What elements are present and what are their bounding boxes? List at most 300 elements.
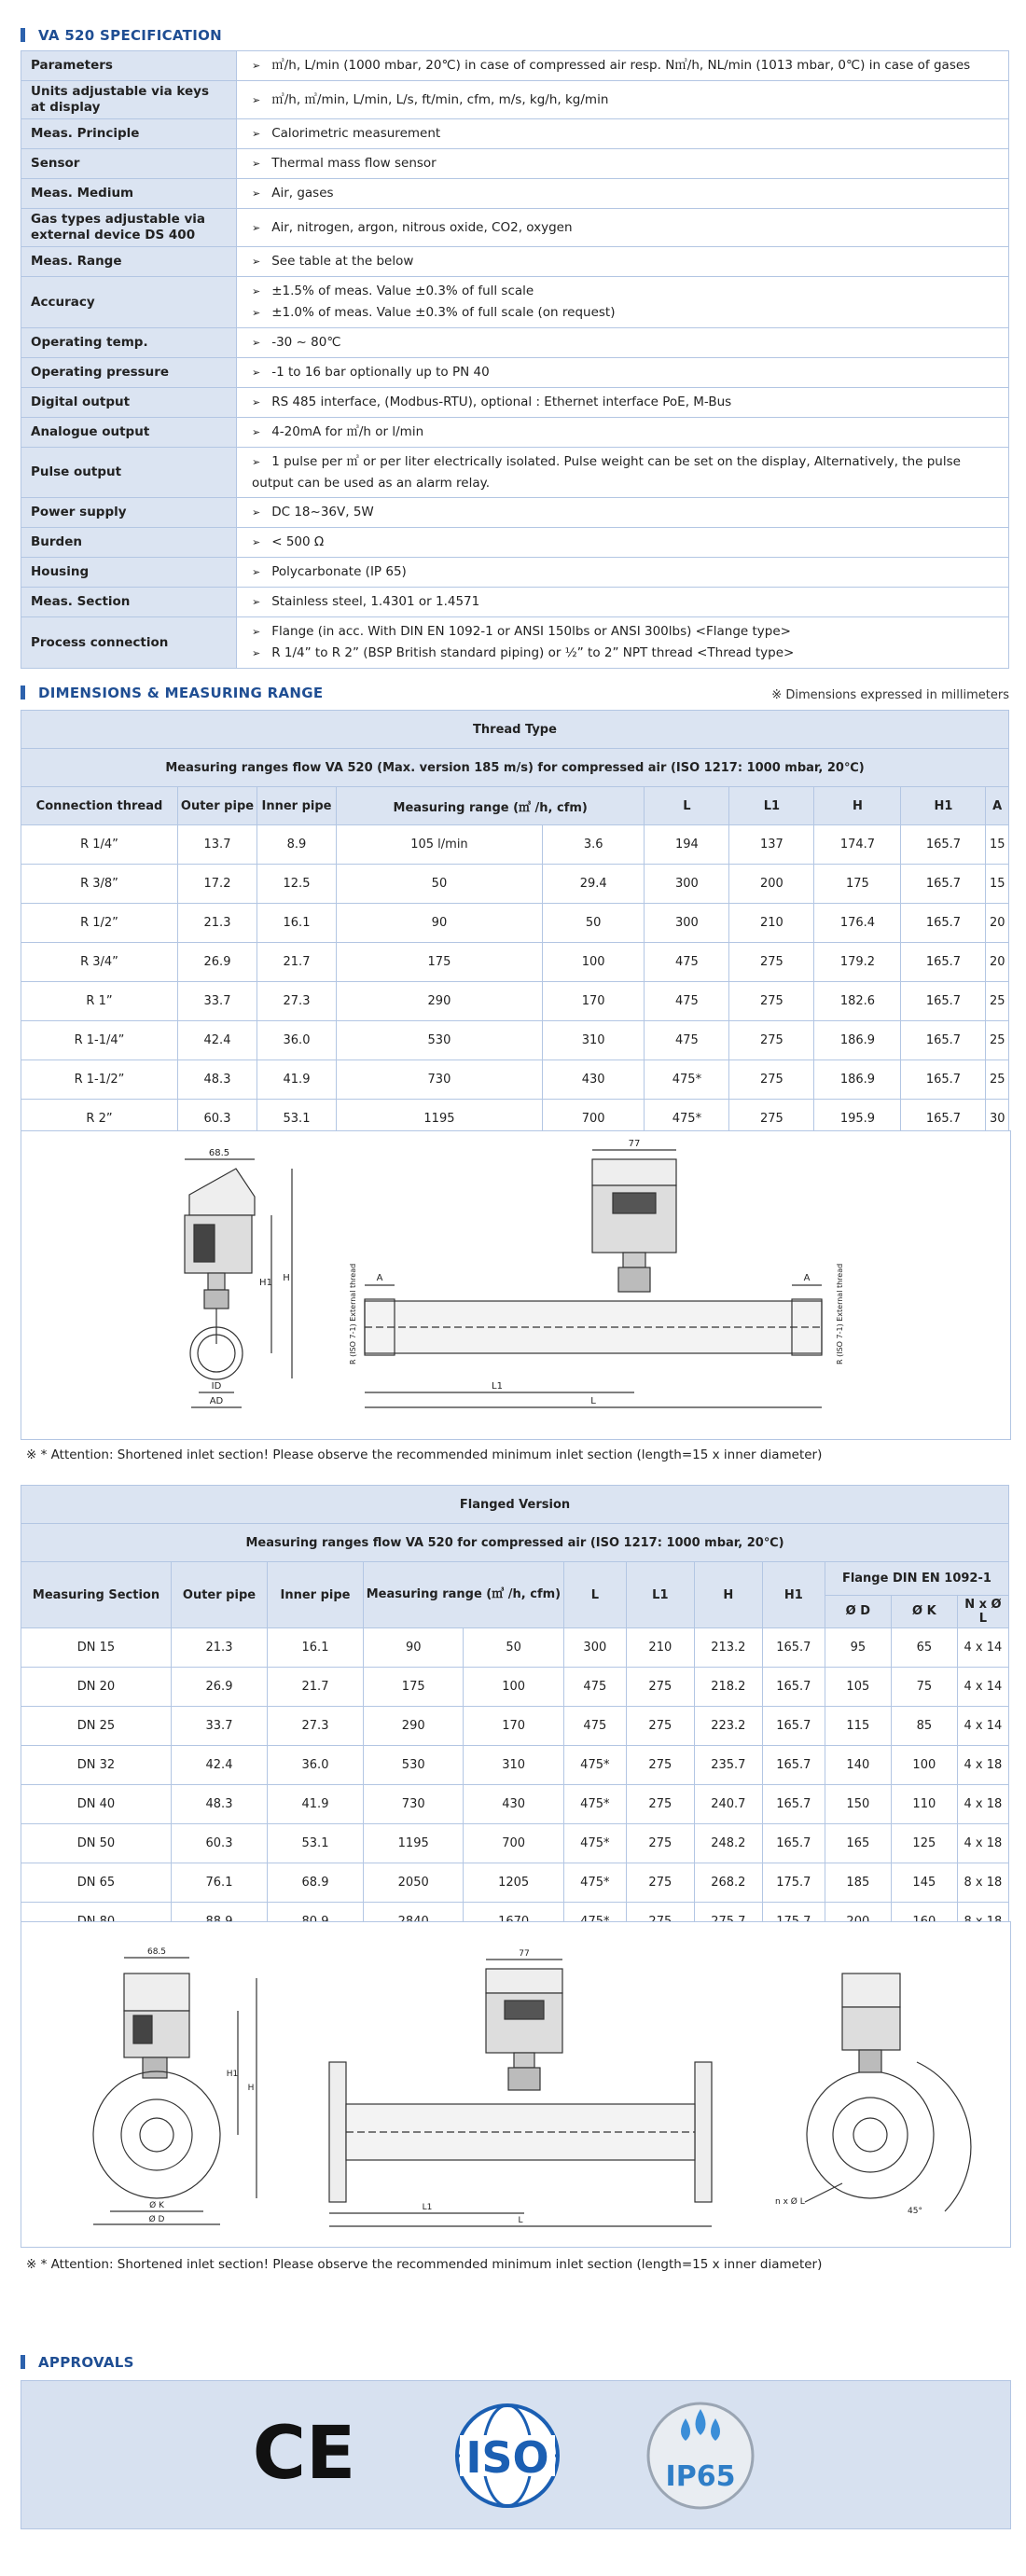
table-cell: 1195 xyxy=(337,1100,543,1139)
table-cell: 2050 xyxy=(364,1863,464,1903)
table-cell: 165.7 xyxy=(901,943,986,982)
table-cell: 275 xyxy=(626,1824,694,1863)
table-cell: 105 l/min xyxy=(337,825,543,865)
thread-note-left: R (ISO 7-1) External thread xyxy=(349,1263,357,1364)
table-cell: 248.2 xyxy=(694,1824,762,1863)
table-cell: 33.7 xyxy=(172,1707,268,1746)
fth-range: Measuring range (㎥ /h, cfm) xyxy=(364,1562,564,1628)
spec-value xyxy=(237,209,1009,247)
table-cell: 95 xyxy=(825,1628,891,1668)
table-cell: 475* xyxy=(563,1824,626,1863)
table-cell: DN 32 xyxy=(21,1746,172,1785)
table-cell: 3.6 xyxy=(542,825,645,865)
table-cell: 165.7 xyxy=(762,1707,825,1746)
table-cell: DN 65 xyxy=(21,1863,172,1903)
fdim-angle: 45° xyxy=(908,2207,922,2216)
spec-key: Gas types adjustable via external device DS 400 xyxy=(21,209,237,247)
table-row xyxy=(21,1628,1009,1668)
spec-row xyxy=(21,528,1009,558)
table-row xyxy=(21,1668,1009,1707)
table-cell: 530 xyxy=(364,1746,464,1785)
th-inner: Inner pipe xyxy=(257,787,337,825)
table-cell: 20 xyxy=(986,943,1009,982)
table-cell: 29.4 xyxy=(542,865,645,904)
table-cell: 16.1 xyxy=(257,904,337,943)
approvals-panel xyxy=(21,2380,1011,2529)
dim-id: ID xyxy=(211,1381,222,1392)
table-cell: 300 xyxy=(645,865,729,904)
spec-value-item: ➢ -30 ~ 80℃ xyxy=(252,332,997,353)
table-cell: 42.4 xyxy=(178,1021,257,1060)
table-cell: 475* xyxy=(563,1863,626,1903)
spec-value-item: ➢ Polycarbonate (IP 65) xyxy=(252,561,997,583)
table-row xyxy=(21,1746,1009,1785)
table-row xyxy=(21,1824,1009,1863)
table-cell: 41.9 xyxy=(257,1060,337,1100)
fth-h: H xyxy=(694,1562,762,1628)
table-cell: 75 xyxy=(891,1668,957,1707)
spec-value xyxy=(237,358,1009,388)
spec-value-item: ➢ DC 18~36V, 5W xyxy=(252,502,997,523)
spec-key: Meas. Medium xyxy=(21,179,237,209)
table-cell: 25 xyxy=(986,1060,1009,1100)
table-cell: 48.3 xyxy=(178,1060,257,1100)
spec-value-item: ➢ -1 to 16 bar optionally up to PN 40 xyxy=(252,362,997,383)
table-cell: 90 xyxy=(364,1628,464,1668)
table-row xyxy=(21,904,1009,943)
table-cell: 235.7 xyxy=(694,1746,762,1785)
table-cell: 17.2 xyxy=(178,865,257,904)
dim-77: 77 xyxy=(628,1139,641,1149)
spec-key: Pulse output xyxy=(21,448,237,498)
table-cell: 165.7 xyxy=(762,1668,825,1707)
table-cell: 475 xyxy=(645,982,729,1021)
table-cell: 175 xyxy=(337,943,543,982)
table-cell: 137 xyxy=(729,825,814,865)
spec-value xyxy=(237,51,1009,81)
spec-section-title: VA 520 SPECIFICATION xyxy=(21,27,222,44)
dim-h: H xyxy=(283,1273,290,1283)
table-cell: 430 xyxy=(542,1060,645,1100)
table-cell: 475 xyxy=(563,1668,626,1707)
table-cell: 475* xyxy=(645,1060,729,1100)
spec-value-item: ➢ ㎥/h, ㎥/min, L/min, L/s, ft/min, cfm, m/s, kg/h, kg/min xyxy=(252,90,997,111)
table-cell: 275 xyxy=(729,1100,814,1139)
table-cell: 194 xyxy=(645,825,729,865)
table-cell: 175 xyxy=(364,1668,464,1707)
spec-key: Operating temp. xyxy=(21,328,237,358)
fdim-68-5: 68.5 xyxy=(146,1947,167,1957)
table-cell: 27.3 xyxy=(257,982,337,1021)
dim-l1: L1 xyxy=(492,1381,503,1392)
fdim-k: Ø K xyxy=(149,2201,164,2210)
spec-value-item: ➢ ±1.0% of meas. Value ±0.3% of full scale (on request) xyxy=(252,302,997,324)
spec-key: Burden xyxy=(21,528,237,558)
table-cell: 165.7 xyxy=(901,825,986,865)
table-cell: 26.9 xyxy=(178,943,257,982)
table-cell: 165.7 xyxy=(901,1060,986,1100)
thread-attention: ※ * Attention: Shortened inlet section! Please observe the recommended minimum inlet section (length=15 x inner diameter) xyxy=(26,1447,823,1462)
table-cell: 15 xyxy=(986,825,1009,865)
table-cell: DN 40 xyxy=(21,1785,172,1824)
spec-value xyxy=(237,149,1009,179)
spec-value xyxy=(237,119,1009,149)
spec-value-item: ➢ 1 pulse per ㎥ or per liter electrically isolated. Pulse weight can be set on the display, Alternatively, the pulse output can be used as an alarm relay. xyxy=(252,451,997,493)
table-cell: 4 x 18 xyxy=(957,1785,1008,1824)
table-cell: 700 xyxy=(542,1100,645,1139)
table-cell: 25 xyxy=(986,982,1009,1021)
table-cell: 310 xyxy=(542,1021,645,1060)
table-cell: R 1-1/4” xyxy=(21,1021,178,1060)
table-cell: 60.3 xyxy=(178,1100,257,1139)
table-cell: 165.7 xyxy=(901,1100,986,1139)
table-cell: 475* xyxy=(563,1785,626,1824)
th-h1: H1 xyxy=(901,787,986,825)
table-cell: 21.7 xyxy=(268,1668,364,1707)
flange-table xyxy=(21,1485,1009,1942)
table-row xyxy=(21,1060,1009,1100)
spec-value-item: ➢ ㎥/h, L/min (1000 mbar, 20℃) in case of compressed air resp. N㎥/h, NL/min (1013 mbar, 0℃) in case of gases xyxy=(252,55,997,76)
spec-row xyxy=(21,149,1009,179)
table-cell: 176.4 xyxy=(814,904,901,943)
table-cell: 8.9 xyxy=(257,825,337,865)
table-cell: 21.3 xyxy=(172,1628,268,1668)
table-cell: DN 20 xyxy=(21,1668,172,1707)
table-cell: 48.3 xyxy=(172,1785,268,1824)
table-cell: 36.0 xyxy=(268,1746,364,1785)
table-cell: 50 xyxy=(464,1628,563,1668)
table-cell: 186.9 xyxy=(814,1060,901,1100)
thread-title: Thread Type xyxy=(21,711,1009,749)
dimensions-section-title: DIMENSIONS & MEASURING RANGE xyxy=(21,685,323,701)
spec-value-item: ➢ Air, nitrogen, argon, nitrous oxide, CO2, oxygen xyxy=(252,217,997,239)
table-cell: 165.7 xyxy=(901,982,986,1021)
spec-row xyxy=(21,277,1009,328)
table-cell: 475 xyxy=(563,1707,626,1746)
table-cell: 21.7 xyxy=(257,943,337,982)
th-range: Measuring range (㎥ /h, cfm) xyxy=(337,787,645,825)
spec-key: Analogue output xyxy=(21,418,237,448)
table-cell: 275 xyxy=(626,1863,694,1903)
table-cell: 300 xyxy=(563,1628,626,1668)
table-cell: 110 xyxy=(891,1785,957,1824)
table-cell: 165.7 xyxy=(901,865,986,904)
dim-a-right: A xyxy=(803,1273,811,1283)
fdim-77: 77 xyxy=(519,1949,530,1959)
table-cell: R 2” xyxy=(21,1100,178,1139)
spec-value xyxy=(237,81,1009,119)
spec-row xyxy=(21,358,1009,388)
table-cell: 145 xyxy=(891,1863,957,1903)
table-cell: 275 xyxy=(626,1785,694,1824)
spec-value-item: ➢ < 500 Ω xyxy=(252,532,997,553)
spec-value xyxy=(237,528,1009,558)
fth-outer: Outer pipe xyxy=(172,1562,268,1628)
thread-subtitle: Measuring ranges flow VA 520 (Max. version 185 m/s) for compressed air (ISO 1217: 1000 mbar, 20℃) xyxy=(21,749,1009,787)
th-l1: L1 xyxy=(729,787,814,825)
units-note: ※ Dimensions expressed in millimeters xyxy=(771,688,1009,702)
table-row xyxy=(21,1785,1009,1824)
spec-row xyxy=(21,209,1009,247)
table-cell: 290 xyxy=(337,982,543,1021)
table-cell: 275 xyxy=(729,1021,814,1060)
spec-value xyxy=(237,179,1009,209)
table-cell: 25 xyxy=(986,1021,1009,1060)
table-cell: 125 xyxy=(891,1824,957,1863)
table-cell: 100 xyxy=(891,1746,957,1785)
spec-value-item: ➢ Thermal mass flow sensor xyxy=(252,153,997,174)
dim-h1: H1 xyxy=(259,1278,272,1288)
svg-text:CE: CE xyxy=(252,2412,356,2496)
table-row xyxy=(21,865,1009,904)
table-cell: 165 xyxy=(825,1824,891,1863)
spec-value xyxy=(237,247,1009,277)
fth-nl: N x Ø L xyxy=(957,1595,1008,1628)
table-cell: 170 xyxy=(542,982,645,1021)
table-cell: 16.1 xyxy=(268,1628,364,1668)
spec-row xyxy=(21,119,1009,149)
table-cell: 21.3 xyxy=(178,904,257,943)
table-cell: 27.3 xyxy=(268,1707,364,1746)
table-cell: 730 xyxy=(364,1785,464,1824)
thread-table xyxy=(21,710,1009,1139)
fth-h1: H1 xyxy=(762,1562,825,1628)
svg-text:ISO: ISO xyxy=(465,2432,549,2483)
table-cell: 53.1 xyxy=(257,1100,337,1139)
spec-row xyxy=(21,498,1009,528)
table-cell: 275 xyxy=(626,1668,694,1707)
table-cell: R 1” xyxy=(21,982,178,1021)
table-cell: 213.2 xyxy=(694,1628,762,1668)
table-cell: 275 xyxy=(729,943,814,982)
table-cell: R 1/4” xyxy=(21,825,178,865)
spec-key: Meas. Range xyxy=(21,247,237,277)
table-row xyxy=(21,1863,1009,1903)
spec-row xyxy=(21,617,1009,669)
table-cell: 170 xyxy=(464,1707,563,1746)
thread-drawing xyxy=(21,1130,1011,1440)
table-row xyxy=(21,1707,1009,1746)
table-cell: 13.7 xyxy=(178,825,257,865)
table-row xyxy=(21,1021,1009,1060)
table-cell: 4 x 18 xyxy=(957,1824,1008,1863)
table-cell: 4 x 18 xyxy=(957,1746,1008,1785)
spec-key: Operating pressure xyxy=(21,358,237,388)
table-cell: DN 25 xyxy=(21,1707,172,1746)
table-cell: 100 xyxy=(464,1668,563,1707)
spec-key: Power supply xyxy=(21,498,237,528)
dim-ad: AD xyxy=(209,1396,224,1406)
spec-row xyxy=(21,448,1009,498)
table-cell: 290 xyxy=(364,1707,464,1746)
spec-row xyxy=(21,588,1009,617)
spec-key: Meas. Principle xyxy=(21,119,237,149)
table-cell: 115 xyxy=(825,1707,891,1746)
fth-od: Ø D xyxy=(825,1595,891,1628)
table-cell: 41.9 xyxy=(268,1785,364,1824)
ce-logo xyxy=(253,2412,356,2496)
thread-drawing-svg xyxy=(21,1131,1010,1439)
dim-68-5: 68.5 xyxy=(208,1148,230,1158)
fth-ok: Ø K xyxy=(891,1595,957,1628)
fth-section: Measuring Section xyxy=(21,1562,172,1628)
table-cell: 475 xyxy=(645,943,729,982)
table-cell: 85 xyxy=(891,1707,957,1746)
fth-flange: Flange DIN EN 1092-1 xyxy=(825,1562,1008,1596)
table-cell: 68.9 xyxy=(268,1863,364,1903)
table-row xyxy=(21,982,1009,1021)
table-cell: 50 xyxy=(542,904,645,943)
fth-inner: Inner pipe xyxy=(268,1562,364,1628)
fdim-h1: H1 xyxy=(226,2070,239,2079)
table-cell: 105 xyxy=(825,1668,891,1707)
spec-key: Sensor xyxy=(21,149,237,179)
table-cell: 186.9 xyxy=(814,1021,901,1060)
dim-l: L xyxy=(590,1396,596,1406)
spec-table xyxy=(21,50,1009,669)
th-h: H xyxy=(814,787,901,825)
table-cell: DN 50 xyxy=(21,1824,172,1863)
table-cell: 300 xyxy=(645,904,729,943)
table-cell: 730 xyxy=(337,1060,543,1100)
table-cell: 140 xyxy=(825,1746,891,1785)
spec-row xyxy=(21,558,1009,588)
table-cell: 275 xyxy=(729,982,814,1021)
table-cell: 50 xyxy=(337,865,543,904)
table-cell: 185 xyxy=(825,1863,891,1903)
table-cell: 20 xyxy=(986,904,1009,943)
table-cell: 240.7 xyxy=(694,1785,762,1824)
spec-row xyxy=(21,247,1009,277)
spec-value xyxy=(237,498,1009,528)
table-cell: 26.9 xyxy=(172,1668,268,1707)
spec-value xyxy=(237,418,1009,448)
spec-key: Meas. Section xyxy=(21,588,237,617)
table-cell: 42.4 xyxy=(172,1746,268,1785)
table-cell: 165.7 xyxy=(762,1824,825,1863)
th-l: L xyxy=(645,787,729,825)
table-cell: 4 x 14 xyxy=(957,1668,1008,1707)
spec-value-item: ➢ 4-20mA for ㎥/h or l/min xyxy=(252,422,997,443)
table-cell: 90 xyxy=(337,904,543,943)
spec-row xyxy=(21,51,1009,81)
spec-value-item: ➢ See table at the below xyxy=(252,251,997,272)
table-cell: 475* xyxy=(563,1746,626,1785)
fdim-d: Ø D xyxy=(148,2215,165,2224)
table-cell: 15 xyxy=(986,865,1009,904)
spec-row xyxy=(21,388,1009,418)
fdim-l1: L1 xyxy=(422,2203,433,2212)
table-cell: 100 xyxy=(542,943,645,982)
table-cell: 475* xyxy=(645,1100,729,1139)
table-cell: 700 xyxy=(464,1824,563,1863)
table-row xyxy=(21,825,1009,865)
table-cell: 223.2 xyxy=(694,1707,762,1746)
table-cell: R 1/2” xyxy=(21,904,178,943)
table-cell: R 3/8” xyxy=(21,865,178,904)
spec-value-item: ➢ Air, gases xyxy=(252,183,997,204)
table-cell: 76.1 xyxy=(172,1863,268,1903)
table-cell: 195.9 xyxy=(814,1100,901,1139)
dim-a-left: A xyxy=(376,1273,383,1283)
spec-value xyxy=(237,277,1009,328)
fth-l: L xyxy=(563,1562,626,1628)
table-cell: 165.7 xyxy=(901,1021,986,1060)
approvals-section-title: APPROVALS xyxy=(21,2354,134,2371)
table-cell: 275 xyxy=(729,1060,814,1100)
table-cell: 218.2 xyxy=(694,1668,762,1707)
spec-value-item: ➢ RS 485 interface, (Modbus-RTU), optional : Ethernet interface PoE, M-Bus xyxy=(252,392,997,413)
table-cell: 210 xyxy=(729,904,814,943)
spec-value xyxy=(237,328,1009,358)
flange-subtitle: Measuring ranges flow VA 520 for compressed air (ISO 1217: 1000 mbar, 20℃) xyxy=(21,1524,1009,1562)
th-connection: Connection thread xyxy=(21,787,178,825)
table-cell: 175.7 xyxy=(762,1863,825,1903)
table-cell: 165.7 xyxy=(901,904,986,943)
table-cell: 1205 xyxy=(464,1863,563,1903)
th-a: A xyxy=(986,787,1009,825)
table-cell: 33.7 xyxy=(178,982,257,1021)
table-cell: R 1-1/2” xyxy=(21,1060,178,1100)
spec-row xyxy=(21,179,1009,209)
table-cell: 65 xyxy=(891,1628,957,1668)
spec-key: Housing xyxy=(21,558,237,588)
table-cell: 4 x 14 xyxy=(957,1707,1008,1746)
ip65-logo xyxy=(648,2403,753,2508)
table-cell: 8 x 18 xyxy=(957,1863,1008,1903)
table-cell: 175 xyxy=(814,865,901,904)
svg-text:IP65: IP65 xyxy=(665,2460,736,2493)
table-cell: 165.7 xyxy=(762,1746,825,1785)
fth-l1: L1 xyxy=(626,1562,694,1628)
spec-value-item: ➢ Flange (in acc. With DIN EN 1092-1 or ANSI 150lbs or ANSI 300lbs) <Flange type> xyxy=(252,621,997,643)
spec-key: Process connection xyxy=(21,617,237,669)
fdim-h: H xyxy=(247,2084,255,2093)
table-cell: 179.2 xyxy=(814,943,901,982)
table-cell: 530 xyxy=(337,1021,543,1060)
spec-value-item: ➢ Stainless steel, 1.4301 or 1.4571 xyxy=(252,591,997,613)
spec-row xyxy=(21,328,1009,358)
table-cell: 174.7 xyxy=(814,825,901,865)
spec-value xyxy=(237,558,1009,588)
table-cell: 53.1 xyxy=(268,1824,364,1863)
thread-note-right: R (ISO 7-1) External thread xyxy=(836,1263,844,1364)
table-cell: 12.5 xyxy=(257,865,337,904)
flange-title: Flanged Version xyxy=(21,1486,1009,1524)
table-cell: 310 xyxy=(464,1746,563,1785)
table-cell: 165.7 xyxy=(762,1785,825,1824)
fdim-l: L xyxy=(518,2216,523,2225)
table-cell: 182.6 xyxy=(814,982,901,1021)
table-cell: 268.2 xyxy=(694,1863,762,1903)
table-cell: 1195 xyxy=(364,1824,464,1863)
table-cell: 36.0 xyxy=(257,1021,337,1060)
table-row xyxy=(21,943,1009,982)
table-cell: 475 xyxy=(645,1021,729,1060)
spec-key: Digital output xyxy=(21,388,237,418)
th-outer: Outer pipe xyxy=(178,787,257,825)
spec-key: Parameters xyxy=(21,51,237,81)
table-cell: 150 xyxy=(825,1785,891,1824)
spec-value-item: ➢ R 1/4” to R 2” (BSP British standard piping) or ½” to 2” NPT thread <Thread type> xyxy=(252,643,997,664)
flange-drawing xyxy=(21,1921,1011,2248)
table-cell: DN 15 xyxy=(21,1628,172,1668)
table-cell: 30 xyxy=(986,1100,1009,1139)
table-cell: 200 xyxy=(729,865,814,904)
table-cell: 210 xyxy=(626,1628,694,1668)
approvals-svg xyxy=(21,2381,1010,2528)
spec-value-item: ➢ ±1.5% of meas. Value ±0.3% of full scale xyxy=(252,281,997,302)
